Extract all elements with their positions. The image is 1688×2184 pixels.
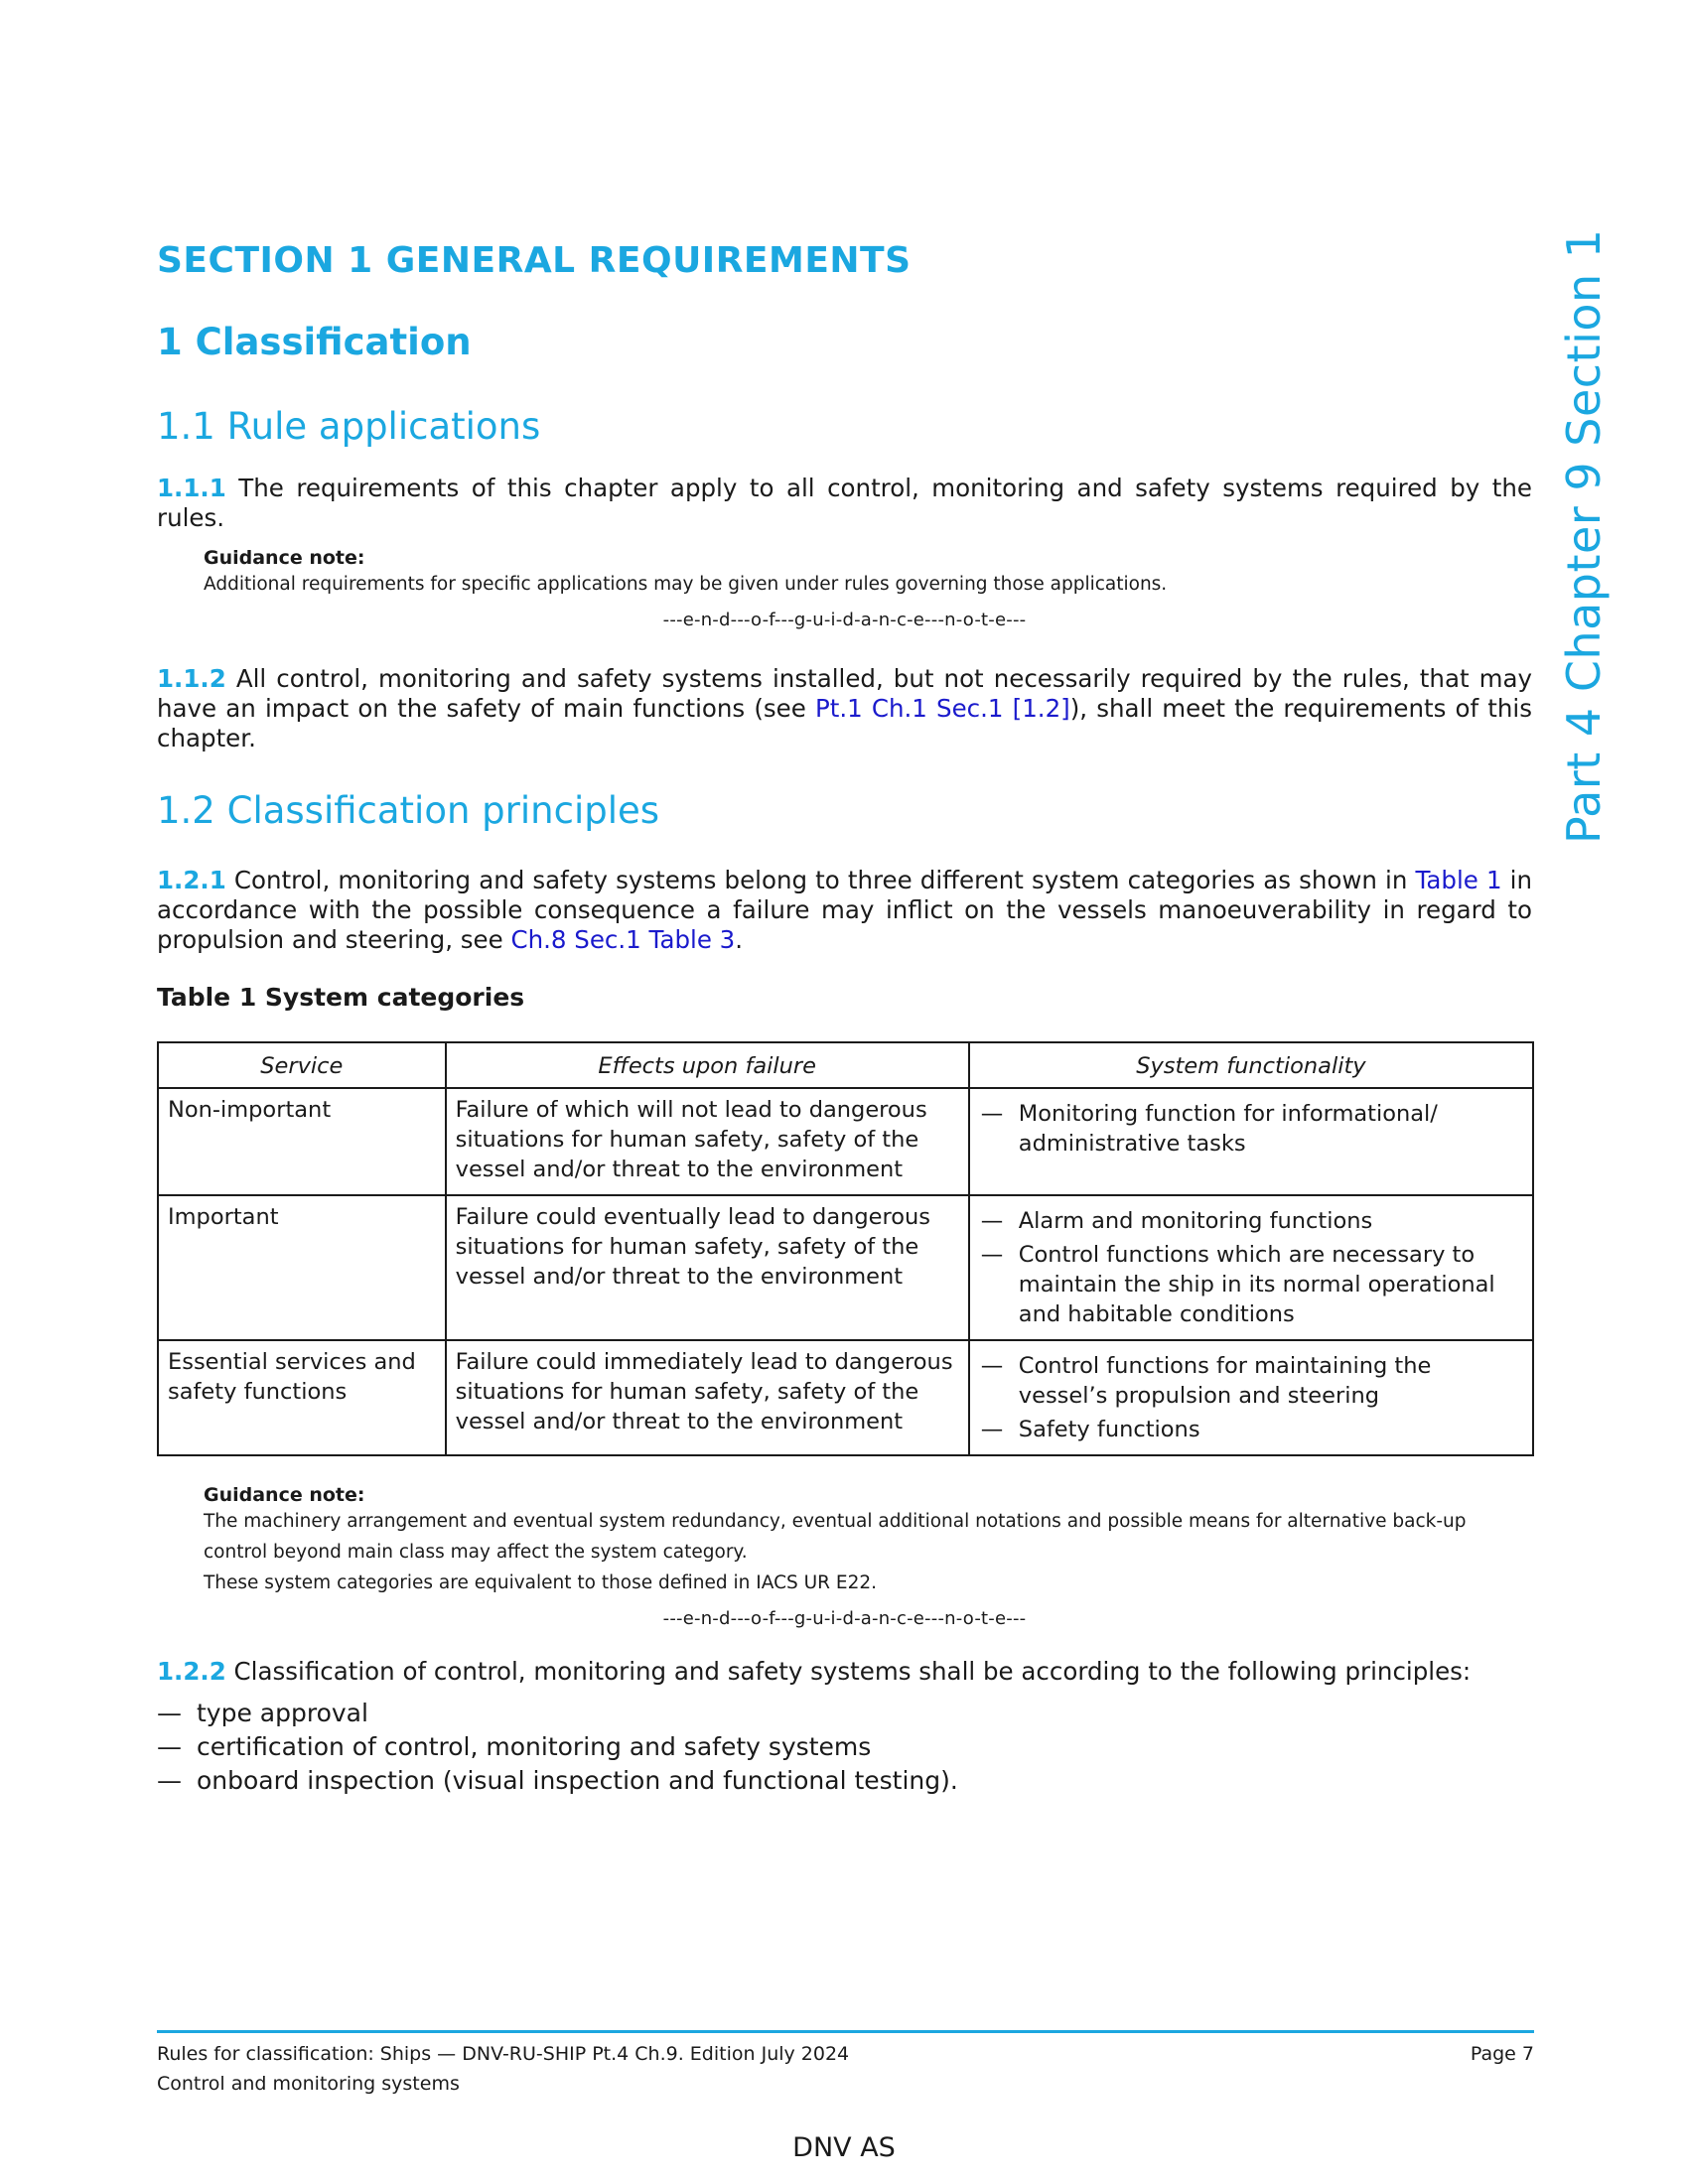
paragraph-1-2-1 bbox=[157, 866, 1532, 955]
guidance-end-marker: ---e-n-d---o-f---g-u-i-d-a-n-c-e---n-o-t-e--- bbox=[662, 610, 1027, 630]
footer-rules-title: Rules for classification: Ships — DNV-RU-SHIP Pt.4 Ch.9. Edition July 2024 bbox=[157, 2043, 850, 2065]
list-item-text: onboard inspection (visual inspection and functional testing). bbox=[197, 1766, 958, 1795]
clause-text: Control, monitoring and safety systems belong to three different system categories as shown in bbox=[225, 866, 1416, 894]
effects-cell: Failure could eventually lead to dangerous situations for human safety, safety of the vessel and/or threat to the environment bbox=[446, 1195, 969, 1340]
clause-number: 1.1.1 bbox=[157, 474, 226, 502]
table-title: Table 1 System categories bbox=[157, 983, 525, 1012]
function-text: Control functions which are necessary to maintain the ship in its normal operational and habitable conditions bbox=[1018, 1242, 1495, 1327]
function-item bbox=[979, 1206, 1523, 1236]
bullet-dash: — bbox=[980, 1242, 1004, 1268]
clause-text: Classification of control, monitoring and safety systems shall be according to the following principles: bbox=[225, 1657, 1472, 1686]
paragraph-1-1-1 bbox=[157, 474, 1532, 533]
table-row bbox=[158, 1195, 1533, 1340]
service-cell: Important bbox=[158, 1195, 446, 1340]
bullet-dash: — bbox=[157, 1766, 182, 1795]
function-item bbox=[979, 1415, 1523, 1444]
list-item-text: type approval bbox=[197, 1699, 368, 1727]
table-header-row bbox=[158, 1042, 1533, 1088]
page-number: Page 7 bbox=[1470, 2043, 1534, 2065]
principles-list bbox=[157, 1697, 1532, 1798]
bullet-dash: — bbox=[980, 1353, 1004, 1379]
effects-cell: Failure could immediately lead to dangerous situations for human safety, safety of the vessel and/or threat to the environment bbox=[446, 1340, 969, 1455]
clause-text: All control, monitoring and safety systems installed, but not necessarily required by the rules, that may have an impact on the safety of main functions (see bbox=[157, 664, 1532, 723]
list-item bbox=[157, 1764, 1532, 1798]
function-item bbox=[979, 1099, 1523, 1159]
main-content bbox=[157, 240, 1532, 1798]
footer-chapter-title: Control and monitoring systems bbox=[157, 2073, 460, 2095]
bullet-dash: — bbox=[980, 1208, 1004, 1234]
list-item-text: certification of control, monitoring and safety systems bbox=[197, 1732, 872, 1761]
service-cell: Non-important bbox=[158, 1088, 446, 1195]
reference-link[interactable]: Ch.8 Sec.1 Table 3 bbox=[510, 925, 736, 954]
system-categories-table bbox=[157, 1041, 1534, 1456]
functions-cell bbox=[969, 1088, 1533, 1195]
table-row bbox=[158, 1088, 1533, 1195]
bullet-dash: — bbox=[157, 1732, 182, 1761]
company-name: DNV AS bbox=[792, 2132, 896, 2163]
function-text: Control functions for maintaining the vessel’s propulsion and steering bbox=[1018, 1353, 1432, 1409]
guidance-end-marker: ---e-n-d---o-f---g-u-i-d-a-n-c-e---n-o-t-e--- bbox=[662, 1608, 1027, 1629]
clause-number: 1.1.2 bbox=[157, 664, 226, 693]
guidance-title: Guidance note: bbox=[204, 547, 365, 569]
clause-text-end: . bbox=[735, 925, 744, 954]
service-cell: Essential services and safety functions bbox=[158, 1340, 446, 1455]
reference-link[interactable]: Pt.1 Ch.1 Sec.1 [1.2] bbox=[814, 694, 1070, 723]
effects-cell: Failure of which will not lead to dangerous situations for human safety, safety of the vessel and/or threat to the environment bbox=[446, 1088, 969, 1195]
column-header: System functionality bbox=[969, 1042, 1533, 1088]
bullet-dash: — bbox=[157, 1699, 182, 1727]
footer-document-info bbox=[157, 2039, 849, 2099]
guidance-note bbox=[204, 1484, 1484, 1598]
side-section-label: Part 4 Chapter 9 Section 1 bbox=[1557, 228, 1611, 844]
bullet-dash: — bbox=[980, 1417, 1004, 1442]
heading-classification-principles: 1.2 Classification principles bbox=[157, 789, 660, 832]
column-header: Service bbox=[158, 1042, 446, 1088]
guidance-note bbox=[204, 547, 1484, 600]
column-header: Effects upon failure bbox=[446, 1042, 969, 1088]
guidance-text: These system categories are equivalent to those defined in IACS UR E22. bbox=[204, 1572, 877, 1593]
table-link[interactable]: Table 1 bbox=[1415, 866, 1502, 894]
clause-number: 1.2.1 bbox=[157, 866, 226, 894]
bullet-dash: — bbox=[980, 1101, 1004, 1127]
guidance-title: Guidance note: bbox=[204, 1484, 365, 1506]
clause-number: 1.2.2 bbox=[157, 1657, 226, 1686]
function-text: Safety functions bbox=[1018, 1417, 1200, 1442]
footer-divider bbox=[157, 2030, 1534, 2033]
table-row bbox=[158, 1340, 1533, 1455]
heading-rule-applications: 1.1 Rule applications bbox=[157, 405, 541, 448]
functions-cell bbox=[969, 1340, 1533, 1455]
guidance-text: Additional requirements for specific applications may be given under rules governing those applications. bbox=[204, 574, 1168, 595]
list-item bbox=[157, 1730, 1532, 1764]
clause-text-mid: in accordance with the possible consequence a failure may inflict on the vessels manoeuverability in regard to propulsion and steering, see bbox=[157, 866, 1533, 954]
list-item bbox=[157, 1697, 1532, 1730]
clause-text-end: ), shall meet the requirements of this chapter. bbox=[157, 694, 1532, 752]
functions-cell bbox=[969, 1195, 1533, 1340]
function-text: Alarm and monitoring functions bbox=[1018, 1208, 1373, 1234]
function-item bbox=[979, 1351, 1523, 1411]
function-item bbox=[979, 1240, 1523, 1329]
guidance-text: The machinery arrangement and eventual system redundancy, eventual additional notations and possible means for alternative back-up control beyond main class may affect the system category. bbox=[204, 1511, 1467, 1563]
section-title: SECTION 1 GENERAL REQUIREMENTS bbox=[157, 240, 912, 281]
heading-classification: 1 Classification bbox=[157, 321, 472, 363]
paragraph-1-2-2 bbox=[157, 1657, 1532, 1687]
function-text: Monitoring function for informational/ administrative tasks bbox=[1018, 1101, 1438, 1157]
paragraph-1-1-2 bbox=[157, 664, 1532, 753]
clause-text: The requirements of this chapter apply to all control, monitoring and safety systems required by the rules. bbox=[157, 474, 1532, 532]
